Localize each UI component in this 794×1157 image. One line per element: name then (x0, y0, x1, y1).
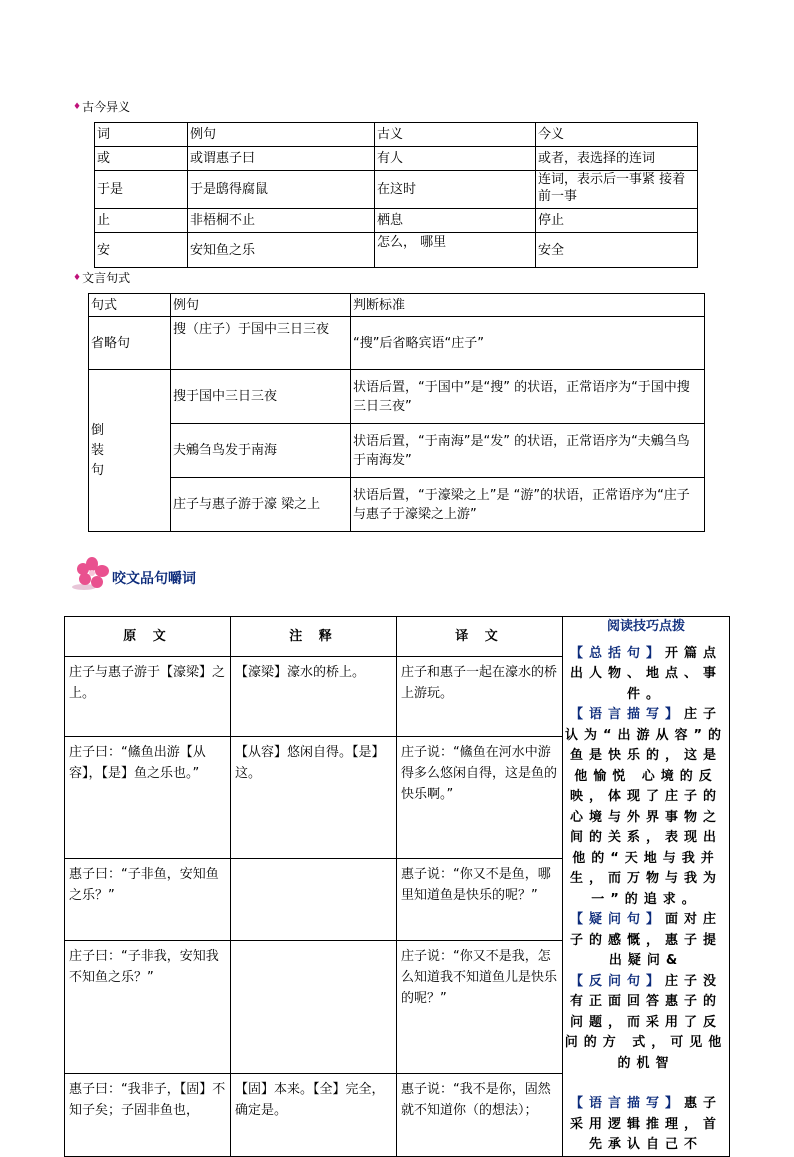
annotation-cell: 【濠梁】濠水的桥上。 (231, 657, 397, 737)
table-cell: 栖息 (375, 209, 536, 233)
header-cell: 句式 (89, 294, 171, 317)
diamond-bullet-icon: ♦ (73, 273, 82, 283)
table-cell: 或者，表选择的连词 (536, 147, 698, 171)
header-cell: 例句 (188, 123, 375, 147)
table-cell: 夫鵷刍鸟发于南海 (171, 424, 351, 478)
annotation-cell: 【从容】悠闲自得。【是】这。 (231, 737, 397, 859)
annotation-cell: 【固】本来。【全】完全，确定是。 (231, 1073, 397, 1156)
table-row (95, 171, 698, 209)
text-analysis-table (64, 616, 730, 1157)
annotation-cell (231, 941, 397, 1073)
table-cell: 非梧桐不止 (188, 209, 375, 233)
section-label-classical-syntax (73, 271, 130, 285)
table-header-row (65, 617, 730, 657)
tip-item (563, 910, 729, 972)
original-text-cell: 庄子曰：“鯈鱼出游【从容】，【是】鱼之乐也。” (65, 737, 231, 859)
original-text-cell: 惠子曰：“我非子，【固】不知子矣；子固非鱼也， (65, 1073, 231, 1156)
tip-item (563, 1094, 729, 1156)
table-cell: 或谓惠子曰 (188, 147, 375, 171)
table-row (89, 370, 705, 424)
table-cell: 庄子与惠子游于濠 梁之上 (171, 478, 351, 532)
header-cell: 今义 (536, 123, 698, 147)
header-cell: 判断标准 (351, 294, 705, 317)
table-cell: 连词，表示后一事紧 接着前一事 (536, 171, 698, 209)
header-cell: 注 释 (231, 617, 397, 657)
table-header-row (89, 294, 705, 317)
table-row (95, 233, 698, 268)
table-cell: 安全 (536, 233, 698, 268)
tip-text: 庄子认为“出游从容”的鱼是快乐的，这是他愉悦 心境的反映，体现了庄子的心境与外界事物之间的关系，表现出他的“天地与我并生，而万物与我为一”的追求。 (564, 707, 728, 907)
table-row (95, 209, 698, 233)
translation-cell: 惠子说：“你又不是鱼，哪里知道鱼是快乐的呢？” (397, 858, 563, 941)
ancient-modern-meaning-table (94, 122, 698, 268)
section-heading (72, 552, 196, 592)
reading-tips-cell (563, 617, 730, 1157)
tip-tag: 【反问句】 (569, 973, 665, 989)
header-cell: 词 (95, 123, 188, 147)
table-row (95, 147, 698, 171)
table-cell: 搜（庄子）于国中三日三夜 (171, 317, 351, 370)
table-cell: 止 (95, 209, 188, 233)
diamond-bullet-icon: ♦ (73, 102, 82, 112)
original-text-cell: 庄子曰：“子非我，安知我不知鱼之乐？” (65, 941, 231, 1073)
flower-icon (72, 556, 110, 592)
table-header-row (95, 123, 698, 147)
section-title: 咬文品句嚼词 (112, 571, 196, 587)
tip-item (563, 705, 729, 910)
table-cell-inverted (89, 370, 171, 532)
tip-text: 面对庄子的感慨，惠子提出疑问& (569, 912, 723, 968)
table-cell: 状语后置，“于国中”是“搜” 的状语，正常语序为“于国中搜三日三夜” (351, 370, 705, 424)
section-label-text: 文言句式 (82, 271, 131, 285)
translation-cell: 庄子说：“你又不是我，怎么知道我不知道鱼儿是快乐的呢？” (397, 941, 563, 1073)
section-label-text: 古今异义 (82, 100, 131, 114)
table-cell: 安知鱼之乐 (188, 233, 375, 268)
tip-text: 惠子采用逻辑推理，首先承认自己不 (569, 1096, 723, 1152)
table-row (89, 424, 705, 478)
translation-cell: 庄子说：“鯈鱼在河水中游得多么悠闲自得，这是鱼的快乐啊。” (397, 737, 563, 859)
table-cell: 于是鸱得腐鼠 (188, 171, 375, 209)
tip-item (563, 644, 729, 706)
annotation-cell (231, 858, 397, 941)
table-cell: 怎么， 哪里 (375, 233, 536, 268)
table-row (89, 478, 705, 532)
table-row (89, 317, 705, 370)
table-cell: 状语后置，“于南海”是“发” 的状语，正常语序为“夫鵷刍鸟于南海发” (351, 424, 705, 478)
table-cell: 省略句 (89, 317, 171, 370)
table-cell: 状语后置，“于濠梁之上”是 “游”的状语，正常语序为“庄子与惠子于濠梁之上游” (351, 478, 705, 532)
tip-tag: 【语言描写】 (569, 707, 684, 722)
tip-text: 庄子没有正面回答惠子的问题，而采用了反问的方 式，可见他的机智 (564, 973, 728, 1071)
tips-title: 阅读技巧点拨 (606, 619, 685, 634)
header-cell: 古义 (375, 123, 536, 147)
table-cell: 有人 (375, 147, 536, 171)
table-cell: 停止 (536, 209, 698, 233)
original-text-cell: 庄子与惠子游于【濠梁】之上。 (65, 657, 231, 737)
table-cell: 在这时 (375, 171, 536, 209)
tip-tag: 【语言描写】 (569, 1096, 684, 1111)
section-label-ancient-modern (73, 100, 130, 114)
translation-cell: 惠子说：“我不是你，固然就不知道你（的想法）； (397, 1073, 563, 1156)
table-cell: 于是 (95, 171, 188, 209)
header-cell: 例句 (171, 294, 351, 317)
classical-syntax-table (88, 293, 705, 532)
tip-tag: 【总括句】 (569, 645, 665, 661)
tip-text: 开篇点出人物、地点、事件。 (569, 645, 723, 702)
header-cell: 译 文 (397, 617, 563, 657)
table-cell: 搜于国中三日三夜 (171, 370, 351, 424)
table-cell: 安 (95, 233, 188, 268)
table-cell: “搜”后省略宾语“庄子” (351, 317, 705, 370)
table-cell: 或 (95, 147, 188, 171)
translation-cell: 庄子和惠子一起在濠水的桥上游玩。 (397, 657, 563, 737)
original-text-cell: 惠子曰：“子非鱼，安知鱼之乐？” (65, 858, 231, 941)
header-cell: 原 文 (65, 617, 231, 657)
tip-item (563, 972, 729, 1075)
vertical-type-label: 倒 装 句 (91, 422, 105, 478)
tip-tag: 【疑问句】 (569, 912, 665, 927)
